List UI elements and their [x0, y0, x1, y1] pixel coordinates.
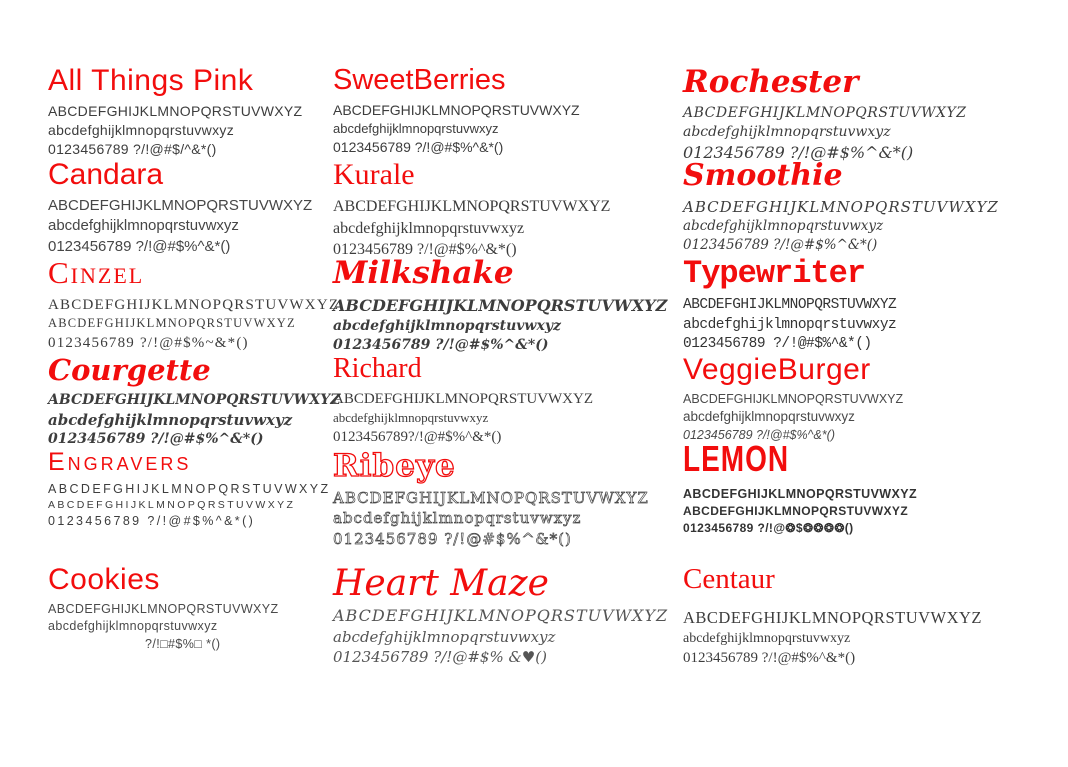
- font-specimen-veggieburger: [683, 353, 1016, 448]
- lowercase-sample: abcdefghijklmnopqrstuvwxyz: [333, 317, 561, 334]
- lowercase-sample: abcdefghijklmnopqrstuvwxyz: [683, 409, 855, 425]
- font-specimen-engravers: [48, 448, 333, 563]
- font-name: Candara: [48, 158, 164, 191]
- numerals-sample: 0123456789 ?/!@#$% &♥(): [333, 647, 547, 666]
- font-specimen-richard: [333, 353, 683, 448]
- uppercase-sample: ABCDEFGHIJKLMNOPQRSTUVWXYZ: [683, 392, 904, 406]
- font-name: Engravers: [48, 448, 192, 476]
- lowercase-sample: abcdefghijklmnopqrstuvwxyz: [48, 122, 234, 139]
- uppercase-sample: ABCDEFGHIJKLMNOPQRSTUVWXYZ: [683, 487, 918, 501]
- numerals-sample: 0123456789 ?/!@#$%^&*(): [333, 241, 517, 259]
- lowercase-sample: abcdefghijklmnopqrstuvwxyz: [683, 218, 884, 235]
- lowercase-sample: abcdefghijklmnopqrstuvwxyz: [333, 121, 499, 137]
- uppercase-sample: ABCDEFGHIJKLMNOPQRSTUVWXYZ: [683, 105, 967, 121]
- font-specimen-centaur: [683, 563, 1016, 670]
- font-specimen-sweetberries: [333, 64, 683, 158]
- uppercase-sample: ABCDEFGHIJKLMNOPQRSTUVWXYZ: [683, 198, 999, 216]
- smallcaps-sample: ABCDEFGHIJKLMNOPQRSTUVWXYZ: [48, 499, 296, 512]
- numerals-sample: 0123456789 ?/!@#$%^&*(): [48, 237, 231, 255]
- font-specimen-cookies: [48, 563, 333, 670]
- numerals-sample: 0123456789 ?/!@#$%^&*(): [48, 431, 264, 448]
- lowercase-sample: abcdefghijklmnopqrstuvwxyz: [333, 509, 582, 528]
- uppercase-sample: ABCDEFGHIJKLMNOPQRSTUVWXYZ: [48, 482, 331, 496]
- smallcaps-sample: ABCDEFGHIJKLMNOPQRSTUVWXYZ: [48, 316, 296, 331]
- uppercase-sample: ABCDEFGHIJKLMNOPQRSTUVWXYZ: [48, 197, 313, 214]
- uppercase-sample: ABCDEFGHIJKLMNOPQRSTUVWXYZ: [48, 297, 340, 313]
- numerals-sample: 0123456789 ?/!@#$%^&*(): [683, 236, 878, 253]
- lowercase-sample: abcdefghijklmnopqrstuvwxyz: [683, 124, 891, 141]
- font-name: Richard: [333, 353, 422, 384]
- font-name: Cinzel: [48, 255, 145, 290]
- numerals-sample: 0123456789 ?/!@#$%^&*(): [683, 336, 872, 353]
- numerals-sample: 0123456789 ?/!@#$%^&*(): [333, 138, 504, 155]
- lowercase-sample: abcdefghijklmnopqrstuvwxyz: [48, 411, 293, 430]
- font-specimen-rochester: [683, 64, 1016, 163]
- numerals-sample: 0123456789 ?/!@#$%^&*(): [333, 336, 549, 353]
- font-name: Courgette: [48, 353, 211, 387]
- font-name: Heart Maze: [333, 563, 549, 604]
- lowercase-sample: abcdefghijklmnopqrstuvwxyz: [48, 217, 239, 235]
- font-specimen-ribeye: [333, 448, 683, 563]
- lowercase-sample: abcdefghijklmnopqrstuvwxyz: [683, 316, 897, 333]
- font-name: Smoothie: [683, 158, 843, 193]
- numerals-sample: 0123456789 ?/!@#$%^&*(): [48, 514, 256, 529]
- uppercase-sample: ABCDEFGHIJKLMNOPQRSTUVWXYZ: [48, 392, 341, 408]
- numerals-sample: 0123456789 ?/!@#$%~&*(): [48, 334, 249, 351]
- uppercase-sample: ABCDEFGHIJKLMNOPQRSTUVWXYZ: [683, 297, 897, 313]
- uppercase-sample: ABCDEFGHIJKLMNOPQRSTUVWXYZ: [683, 608, 983, 627]
- uppercase-sample: ABCDEFGHIJKLMNOPQRSTUVWXYZ: [333, 489, 649, 507]
- font-name: All Things Pink: [48, 64, 254, 97]
- uppercase-sample: ABCDEFGHIJKLMNOPQRSTUVWXYZ: [48, 602, 279, 616]
- font-specimen-candara: [48, 158, 333, 255]
- uppercase-sample: ABCDEFGHIJKLMNOPQRSTUVWXYZ: [333, 296, 668, 315]
- font-specimen-milkshake: [333, 255, 683, 353]
- lowercase-sample: abcdefghijklmnopqrstuvwxyz: [333, 627, 556, 646]
- font-specimen-heart-maze: [333, 563, 683, 670]
- uppercase-sample: ABCDEFGHIJKLMNOPQRSTUVWXYZ: [48, 103, 303, 119]
- uppercase-sample: ABCDEFGHIJKLMNOPQRSTUVWXYZ: [333, 391, 594, 407]
- numerals-sample: 0123456789 ?/!@#$%^&*(): [683, 427, 835, 442]
- uppercase-sample: ABCDEFGHIJKLMNOPQRSTUVWXYZ: [333, 606, 669, 625]
- font-name: Kurale: [333, 158, 415, 191]
- font-name: SweetBerries: [333, 64, 506, 96]
- font-name: Typewriter: [683, 255, 866, 292]
- numerals-sample: 0123456789 ?/!@#$%^&*(): [683, 143, 914, 163]
- font-specimen-smoothie: [683, 158, 1016, 255]
- font-specimen-typewriter: [683, 255, 1016, 353]
- numerals-sample: 0123456789 ?/!@❂$❂❂❂❂(): [683, 520, 854, 535]
- uppercase-sample: ABCDEFGHIJKLMNOPQRSTUVWXYZ: [333, 198, 611, 215]
- font-specimen-lemon: [683, 438, 1016, 563]
- font-specimen-courgette: [48, 353, 341, 448]
- font-specimen-cinzel: [48, 255, 340, 353]
- font-name: Rochester: [683, 64, 859, 100]
- lowercase-sample: abcdefghijklmnopqrstuvwxyz: [333, 410, 489, 426]
- font-name: LEMON: [683, 438, 790, 479]
- font-name: Centaur: [683, 563, 775, 595]
- numerals-sample: 0123456789?/!@#$%^&*(): [333, 429, 502, 446]
- font-name: Milkshake: [333, 255, 514, 291]
- numerals-sample: 0123456789 ?/!@#$/^&*(): [48, 141, 217, 158]
- uppercase-sample: ABCDEFGHIJKLMNOPQRSTUVWXYZ: [333, 102, 580, 118]
- smallcaps-sample: ABCDEFGHIJKLMNOPQRSTUVWXYZ: [683, 504, 909, 519]
- lowercase-sample: abcdefghijklmnopqrstuvwxyz: [683, 631, 851, 647]
- numerals-sample: 0123456789 ?/!@#$%^&*(): [683, 650, 856, 667]
- lowercase-sample: abcdefghijklmnopqrstuvwxyz: [48, 619, 218, 634]
- font-name: Cookies: [48, 563, 160, 596]
- font-name: VeggieBurger: [683, 353, 871, 386]
- font-specimen-kurale: [333, 158, 683, 259]
- font-name: Ribeye: [333, 448, 456, 484]
- font-specimen-all-things-pink: [48, 64, 333, 158]
- numerals-sample: ?/!□#$%□ *(): [145, 636, 221, 651]
- numerals-sample: 0123456789 ?/!@#$%^&*(): [333, 529, 572, 548]
- lowercase-sample: abcdefghijklmnopqrstuvwxyz: [333, 219, 525, 237]
